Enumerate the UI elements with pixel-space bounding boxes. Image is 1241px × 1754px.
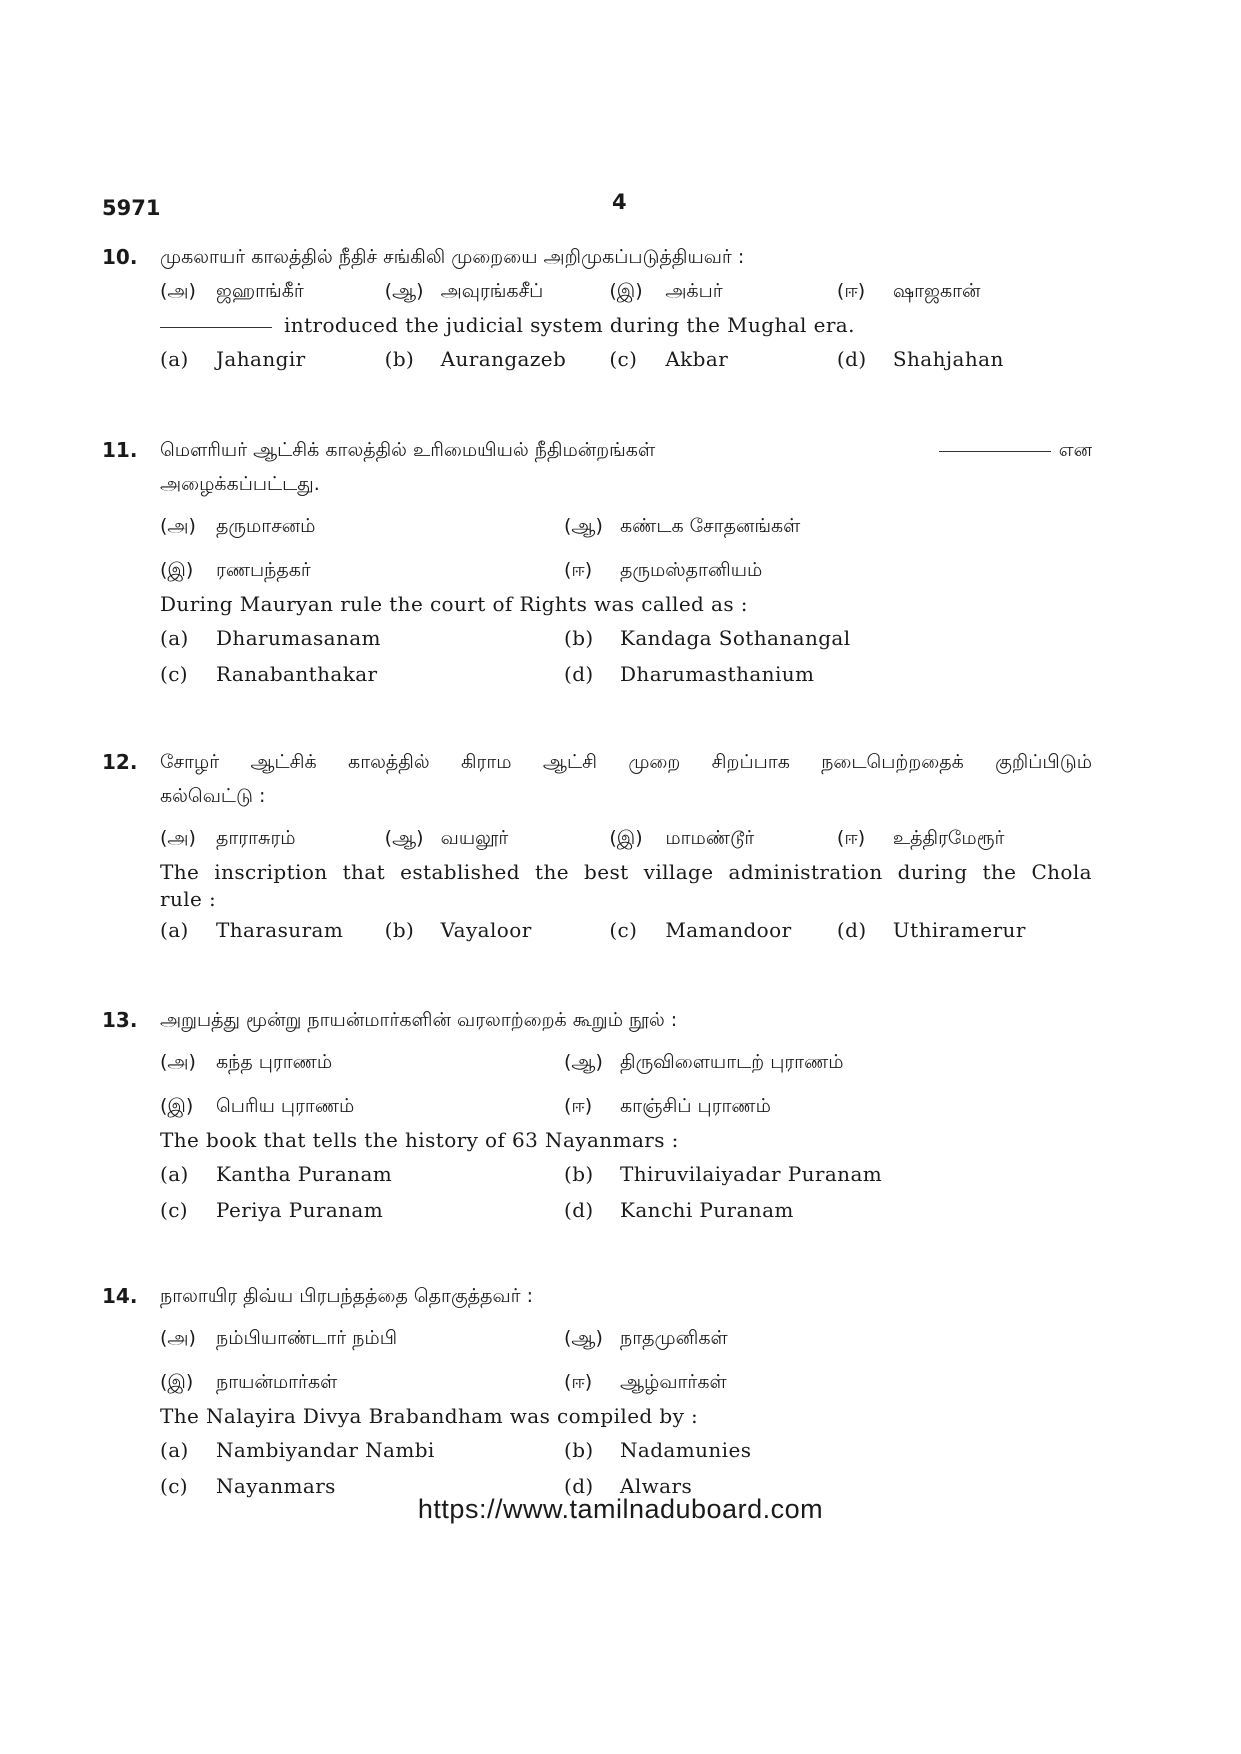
tamil-option xyxy=(564,1365,984,1399)
option-text: திருவிளையாடற் புராணம் xyxy=(620,1051,844,1073)
option-text: Dharumasanam xyxy=(216,626,381,650)
option-marker: (அ) xyxy=(160,280,196,302)
option-text: பெரிய புராணம் xyxy=(216,1095,355,1117)
question-11 xyxy=(102,433,1092,691)
option-text: Periya Puranam xyxy=(216,1198,384,1222)
option-text: Uthiramerur xyxy=(892,918,1026,942)
option-marker: (b) xyxy=(564,1162,594,1186)
option-text: வயலூர் xyxy=(440,827,509,849)
option-text: Dharumasthanium xyxy=(620,662,815,686)
tamil-option xyxy=(609,274,837,308)
tamil-option xyxy=(160,821,385,855)
option-marker: (c) xyxy=(160,662,189,686)
option-marker: (c) xyxy=(609,347,638,371)
option-marker: (இ) xyxy=(609,280,643,302)
tamil-options xyxy=(160,274,1092,308)
english-question xyxy=(160,308,1092,342)
tamil-question-line: கல்வெட்டு : xyxy=(160,785,266,807)
option-marker: (a) xyxy=(160,1162,189,1186)
tamil-option xyxy=(564,553,984,587)
tamil-question-text xyxy=(160,745,1092,813)
option-text: ஜஹாங்கீர் xyxy=(216,280,304,302)
option-marker: (a) xyxy=(160,918,189,942)
option-text: நம்பியாண்டார் நம்பி xyxy=(216,1327,398,1349)
option-marker: (ஆ) xyxy=(564,515,603,537)
english-option xyxy=(564,1157,984,1191)
tamil-question-text: நாலாயிர திவ்ய பிரபந்தத்தை தொகுத்தவர் : xyxy=(160,1285,534,1307)
option-text: நாதமுனிகள் xyxy=(620,1327,728,1349)
tamil-option xyxy=(564,509,984,543)
tamil-option xyxy=(160,1089,564,1123)
tamil-question-line: சோழர் ஆட்சிக் காலத்தில் கிராம ஆட்சி முறை சிறப்பாக நடைபெற்றதைக் குறிப்பிடும் xyxy=(160,751,1092,773)
option-marker: (b) xyxy=(564,626,594,650)
option-marker: (c) xyxy=(160,1198,189,1222)
option-marker: (அ) xyxy=(160,1051,196,1073)
english-option xyxy=(385,342,610,376)
option-text: தருமஸ்தானியம் xyxy=(620,559,763,581)
english-option xyxy=(160,1433,564,1467)
question-14 xyxy=(102,1279,1092,1503)
tamil-option xyxy=(609,821,837,855)
option-marker: (ஈ) xyxy=(564,559,593,581)
option-marker: (d) xyxy=(836,918,867,942)
english-question-text: introduced the judicial system during the Mughal era. xyxy=(284,313,855,337)
option-text: நாயன்மார்கள் xyxy=(216,1371,338,1393)
tamil-options xyxy=(160,1045,1092,1123)
english-option xyxy=(160,342,385,376)
option-text: Akbar xyxy=(665,347,729,371)
english-option xyxy=(160,1193,564,1227)
option-marker: (d) xyxy=(836,347,867,371)
option-marker: (ஆ) xyxy=(384,280,424,302)
tamil-option xyxy=(160,509,564,543)
option-marker: (இ) xyxy=(160,1371,194,1393)
option-text: ஆழ்வார்கள் xyxy=(620,1371,727,1393)
english-question-text: During Mauryan rule the court of Rights was called as : xyxy=(160,592,748,616)
tamil-option xyxy=(564,1089,984,1123)
tamil-question-text: அறுபத்து மூன்று நாயன்மார்களின் வரலாற்றைக் கூறும் நூல் : xyxy=(160,1009,678,1031)
tamil-question-text: முகலாயர் காலத்தில் நீதிச் சங்கிலி முறையை அறிமுகப்படுத்தியவர் : xyxy=(160,246,745,268)
tamil-option xyxy=(160,1365,564,1399)
tamil-options xyxy=(160,1321,1092,1399)
option-marker: (c) xyxy=(609,918,638,942)
english-question-text xyxy=(160,855,1092,913)
english-option xyxy=(609,342,837,376)
question-number: 11. xyxy=(102,438,138,462)
tamil-question-line: மௌரியர் ஆட்சிக் காலத்தில் உரிமையியல் நீதிமன்றங்கள் xyxy=(160,439,656,461)
option-text: Ranabanthakar xyxy=(216,662,378,686)
english-option xyxy=(160,621,564,655)
english-option xyxy=(160,1157,564,1191)
option-text: Kanchi Puranam xyxy=(620,1198,794,1222)
option-marker: (b) xyxy=(384,347,415,371)
option-text: Mamandoor xyxy=(665,918,792,942)
english-option xyxy=(837,342,1092,376)
option-text: கந்த புராணம் xyxy=(216,1051,333,1073)
tamil-question-line: அழைக்கப்பட்டது. xyxy=(160,473,320,495)
option-marker: (அ) xyxy=(160,1327,196,1349)
tamil-options xyxy=(160,509,1092,587)
question-number: 10. xyxy=(102,245,138,269)
question-10 xyxy=(102,240,1092,376)
option-marker: (ஆ) xyxy=(384,827,424,849)
option-marker: (d) xyxy=(564,662,594,686)
option-text: Aurangazeb xyxy=(440,347,567,371)
tamil-option xyxy=(385,821,610,855)
option-text: தாராசுரம் xyxy=(216,827,296,849)
question-13 xyxy=(102,1003,1092,1227)
tamil-option xyxy=(564,1321,984,1355)
english-options xyxy=(160,342,1092,376)
english-question-line: The inscription that established the best village administration during the Chola xyxy=(160,860,1092,884)
option-marker: (அ) xyxy=(160,515,196,537)
option-marker: (இ) xyxy=(160,559,194,581)
option-marker: (இ) xyxy=(160,1095,194,1117)
option-text: ரணபந்தகர் xyxy=(216,559,311,581)
english-question-text: The Nalayira Divya Brabandham was compiled by : xyxy=(160,1404,699,1428)
tamil-option xyxy=(837,274,1092,308)
english-options xyxy=(160,913,1092,947)
option-text: தருமாசனம் xyxy=(216,515,316,537)
option-marker: (ஆ) xyxy=(564,1051,603,1073)
option-text: அவுரங்கசீப் xyxy=(440,280,544,302)
option-marker: (ஆ) xyxy=(564,1327,603,1349)
option-text: Shahjahan xyxy=(892,347,1004,371)
option-text: ஷாஜகான் xyxy=(892,280,981,302)
option-text: Vayaloor xyxy=(440,918,532,942)
english-question-text: The book that tells the history of 63 Nayanmars : xyxy=(160,1128,679,1152)
option-text: கண்டக சோதனங்கள் xyxy=(620,515,801,537)
english-question-line: rule : xyxy=(160,887,217,911)
english-options xyxy=(160,1157,1092,1227)
tamil-option xyxy=(160,1321,564,1355)
option-marker: (ஈ) xyxy=(564,1371,593,1393)
option-text: Nayanmars xyxy=(216,1474,336,1498)
option-marker: (ஈ) xyxy=(836,280,866,302)
option-marker: (இ) xyxy=(609,827,643,849)
english-option xyxy=(837,913,1092,947)
option-text: Alwars xyxy=(620,1474,693,1498)
option-marker: (a) xyxy=(160,347,189,371)
option-marker: (அ) xyxy=(160,827,196,849)
option-text: Thiruvilaiyadar Puranam xyxy=(620,1162,883,1186)
english-option xyxy=(564,657,984,691)
english-option xyxy=(564,1433,984,1467)
option-text: காஞ்சிப் புராணம் xyxy=(620,1095,771,1117)
question-number: 14. xyxy=(102,1284,138,1308)
tamil-question-line: என xyxy=(1058,439,1092,461)
english-option xyxy=(609,913,837,947)
option-text: Nambiyandar Nambi xyxy=(216,1438,435,1462)
english-options xyxy=(160,621,1092,691)
english-option xyxy=(564,1193,984,1227)
option-marker: (a) xyxy=(160,626,189,650)
option-marker: (b) xyxy=(384,918,415,942)
fill-in-blank xyxy=(939,450,1051,452)
page-number: 4 xyxy=(612,190,627,214)
tamil-option xyxy=(564,1045,984,1079)
tamil-option xyxy=(160,1045,564,1079)
option-text: Kandaga Sothanangal xyxy=(620,626,851,650)
option-text: அக்பர் xyxy=(665,280,723,302)
option-marker: (ஈ) xyxy=(836,827,866,849)
english-options xyxy=(160,1433,1092,1503)
option-marker: (d) xyxy=(564,1474,594,1498)
question-12 xyxy=(102,745,1092,947)
option-text: Tharasuram xyxy=(216,918,344,942)
footer-url[interactable]: https://www.tamilnaduboard.com xyxy=(417,1494,824,1524)
tamil-question-text xyxy=(160,433,1092,501)
tamil-option xyxy=(385,274,610,308)
page-header xyxy=(102,190,1112,230)
fill-in-blank xyxy=(160,326,272,328)
option-text: Kantha Puranam xyxy=(216,1162,393,1186)
option-marker: (a) xyxy=(160,1438,189,1462)
option-marker: (c) xyxy=(160,1474,189,1498)
question-number: 12. xyxy=(102,750,138,774)
english-option xyxy=(160,913,385,947)
question-number: 13. xyxy=(102,1008,138,1032)
option-text: உத்திரமேரூர் xyxy=(892,827,1005,849)
option-marker: (d) xyxy=(564,1198,594,1222)
option-text: Jahangir xyxy=(216,347,306,371)
paper-code: 5971 xyxy=(102,196,161,220)
tamil-option xyxy=(160,553,564,587)
option-text: மாமண்டூர் xyxy=(665,827,755,849)
option-marker: (ஈ) xyxy=(564,1095,593,1117)
english-option xyxy=(385,913,610,947)
tamil-options xyxy=(160,821,1092,855)
english-option xyxy=(160,657,564,691)
option-text: Nadamunies xyxy=(620,1438,752,1462)
option-marker: (b) xyxy=(564,1438,594,1462)
tamil-option xyxy=(160,274,385,308)
english-option xyxy=(564,621,984,655)
tamil-option xyxy=(837,821,1092,855)
